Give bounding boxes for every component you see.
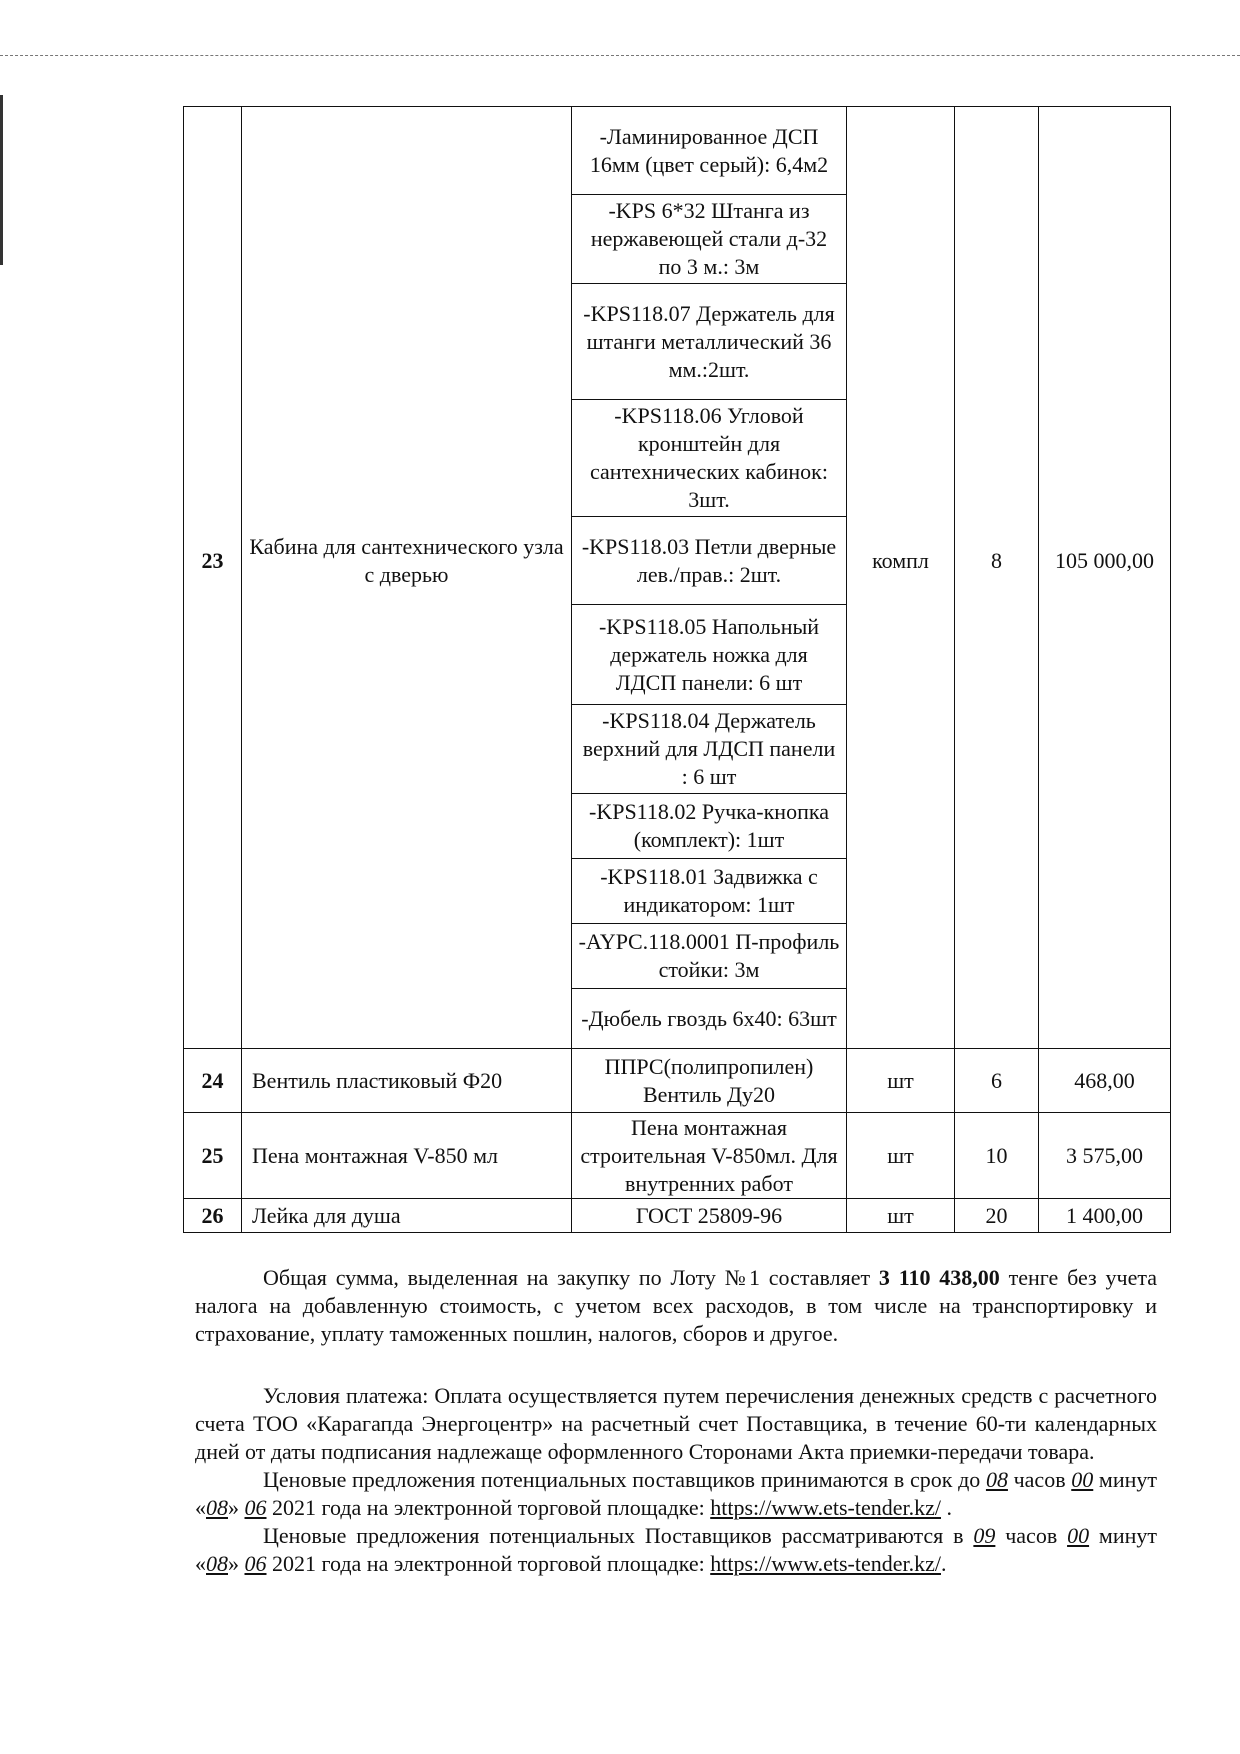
handwritten-hour: 08: [985, 1467, 1008, 1492]
item-name: Лейка для душа: [242, 1199, 572, 1233]
item-name: [242, 107, 572, 195]
handwritten-day: 08: [206, 1551, 228, 1576]
qty-cell: 6: [955, 1049, 1039, 1113]
spec-line: -KPS118.01 Задвижка с индикатором: 1шт: [572, 859, 847, 924]
specification-table: [183, 106, 1171, 1233]
spec-line: -KPS 6*32 Штанга из нержавеющей стали д-32 по 3 м.: 3м: [572, 195, 847, 284]
item-name: Кабина для сантехнического узла с дверью: [242, 517, 572, 605]
table-row: [184, 924, 1171, 989]
qty-cell: [955, 107, 1039, 195]
spec-line: -Ламинированное ДСП 16мм (цвет серый): 6,4м2: [572, 107, 847, 195]
row-number: 26: [184, 1199, 242, 1233]
qty-cell: 20: [955, 1199, 1039, 1233]
spec-line: -AYPC.118.0001 П-профиль стойки: 3м: [572, 924, 847, 989]
table-row: [184, 107, 1171, 195]
scan-edge-line: [0, 55, 1240, 56]
price-cell: [1039, 107, 1171, 195]
unit-cell: шт: [847, 1199, 955, 1233]
price-cell: 468,00: [1039, 1049, 1171, 1113]
row-number: 25: [184, 1113, 242, 1199]
total-paragraph: Общая сумма, выделенная на закупку по Лоту №1 составляет 3 110 438,00 тенге без учета налога на добавленную стоимость, с учетом всех расходов, в том числе на транспортировку и страхование, уплату таможенных пошлин, налогов, сборов и другое.: [195, 1265, 1157, 1346]
total-amount: 3 110 438,00: [878, 1265, 1000, 1290]
row-number: [184, 107, 242, 195]
accept-paragraph: Ценовые предложения потенциальных поставщиков принимаются в срок до 08 часов 00 минут «08» 06 2021 года на электронной торговой площадке: https://www.ets-tender.kz/ .: [195, 1467, 1157, 1520]
handwritten-minute: 00: [1067, 1523, 1090, 1548]
body-text: [195, 1264, 1157, 1578]
handwritten-day: 08: [206, 1495, 228, 1520]
handwritten-month: 06: [244, 1551, 267, 1576]
table-row: [184, 1049, 1171, 1113]
qty-cell: 10: [955, 1113, 1039, 1199]
spec-line: -Дюбель гвоздь 6х40: 63шт: [572, 989, 847, 1049]
table-row: [184, 605, 1171, 705]
spec-line: -KPS118.05 Напольный держатель ножка для ЛДСП панели: 6 шт: [572, 605, 847, 705]
table-row: [184, 517, 1171, 605]
item-name: Пена монтажная V-850 мл: [242, 1113, 572, 1199]
unit-cell: [847, 107, 955, 195]
review-paragraph: Ценовые предложения потенциальных Поставщиков рассматриваются в 09 часов 00 минут «08» 06 2021 года на электронной торговой площадке: https://www.ets-tender.kz/.: [195, 1523, 1157, 1576]
price-cell: 105 000,00: [1039, 517, 1171, 605]
table-row: [184, 794, 1171, 859]
table-row: [184, 705, 1171, 794]
spec-cell: ППРС(полипропилен) Вентиль Ду20: [572, 1049, 847, 1113]
unit-cell: шт: [847, 1049, 955, 1113]
row-number: 24: [184, 1049, 242, 1113]
tender-link[interactable]: https://www.ets-tender.kz/: [710, 1551, 941, 1576]
handwritten-hour: 09: [973, 1523, 996, 1548]
row-number: 23: [184, 517, 242, 605]
table-row: [184, 1199, 1171, 1233]
table-row: [184, 1113, 1171, 1199]
table-row: [184, 859, 1171, 924]
spec-line: -KPS118.02 Ручка-кнопка (комплект): 1шт: [572, 794, 847, 859]
handwritten-month: 06: [244, 1495, 267, 1520]
spec-cell: Пена монтажная строительная V-850мл. Для внутренних работ: [572, 1113, 847, 1199]
table-row: [184, 989, 1171, 1049]
spec-line: -KPS118.03 Петли дверные лев./прав.: 2шт.: [572, 517, 847, 605]
table-row: [184, 195, 1171, 284]
qty-cell: 8: [955, 517, 1039, 605]
spec-line: -KPS118.04 Держатель верхний для ЛДСП панели : 6 шт: [572, 705, 847, 794]
unit-cell: компл: [847, 517, 955, 605]
tender-link[interactable]: https://www.ets-tender.kz/: [710, 1495, 941, 1520]
handwritten-minute: 00: [1071, 1467, 1094, 1492]
item-name: Вентиль пластиковый Ф20: [242, 1049, 572, 1113]
unit-cell: шт: [847, 1113, 955, 1199]
table-row: [184, 400, 1171, 517]
scan-left-edge-mark: [0, 95, 3, 265]
spec-line: -KPS118.06 Угловой кронштейн для сантехнических кабинок: 3шт.: [572, 400, 847, 517]
price-cell: 1 400,00: [1039, 1199, 1171, 1233]
price-cell: 3 575,00: [1039, 1113, 1171, 1199]
table-row: [184, 284, 1171, 400]
payment-paragraph: Условия платежа: Оплата осуществляется путем перечисления денежных средств с расчетного счета ТОО «Карагапда Энергоцентр» на расчетный счет Поставщика, в течение 60-ти календарных дней от даты подписания надлежаще оформленного Сторонами Акта приемки-передачи товара.: [195, 1383, 1157, 1464]
spec-line: -KPS118.07 Держатель для штанги металлический 36 мм.:2шт.: [572, 284, 847, 400]
spec-cell: ГОСТ 25809-96: [572, 1199, 847, 1233]
